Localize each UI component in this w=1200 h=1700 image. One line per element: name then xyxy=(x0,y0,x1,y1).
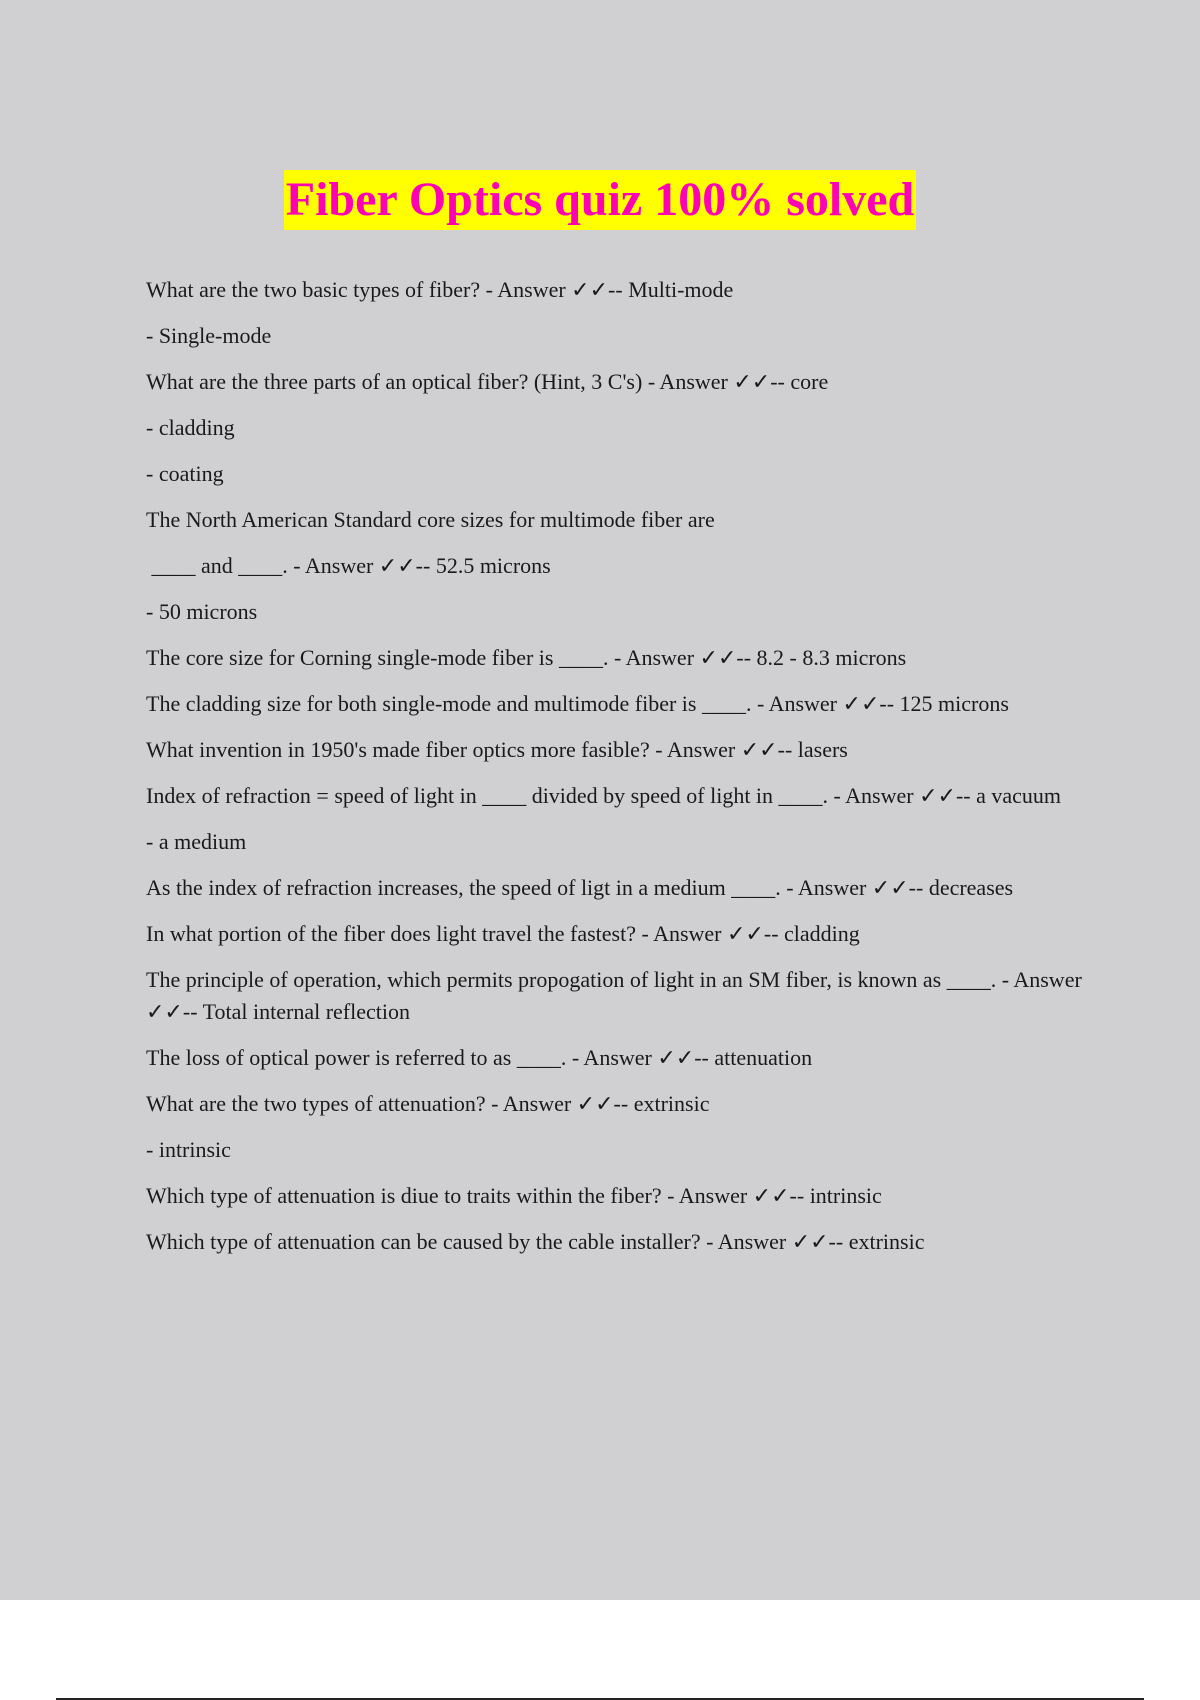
quiz-line: Which type of attenuation is diue to traits within the fiber? - Answer ✓✓-- intrinsic xyxy=(146,1183,882,1208)
quiz-line: As the index of refraction increases, the speed of ligt in a medium ____. - Answer ✓✓-- decreases xyxy=(146,875,1014,900)
title-wrapper xyxy=(0,170,1200,230)
quiz-line: - cladding xyxy=(146,415,235,440)
quiz-line: Index of refraction = speed of light in ____ divided by speed of light in ____. - Answer ✓✓-- a vacuum xyxy=(146,783,1062,808)
quiz-line: What are the two basic types of fiber? - Answer ✓✓-- Multi-mode xyxy=(146,277,734,302)
quiz-line: The core size for Corning single-mode fiber is ____. - Answer ✓✓-- 8.2 - 8.3 microns xyxy=(146,645,907,670)
quiz-line: The loss of optical power is referred to as ____. - Answer ✓✓-- attenuation xyxy=(146,1045,813,1070)
quiz-line: What invention in 1950's made fiber optics more fasible? - Answer ✓✓-- lasers xyxy=(146,737,848,762)
quiz-line: - Single-mode xyxy=(146,323,272,348)
quiz-line: The cladding size for both single-mode and multimode fiber is ____. - Answer ✓✓-- 125 microns xyxy=(146,691,1009,716)
quiz-line: In what portion of the fiber does light travel the fastest? - Answer ✓✓-- cladding xyxy=(146,921,860,946)
page-title: Fiber Optics quiz 100% solved xyxy=(284,170,916,230)
quiz-line: The principle of operation, which permits propogation of light in an SM fiber, is known as ____. - Answer ✓✓-- Total internal reflection xyxy=(146,967,1082,1024)
quiz-line: - coating xyxy=(146,461,224,486)
quiz-content xyxy=(146,274,1086,1272)
quiz-line: - 50 microns xyxy=(146,599,258,624)
quiz-line: ____ and ____. - Answer ✓✓-- 52.5 microns xyxy=(146,553,551,578)
quiz-line: The North American Standard core sizes for multimode fiber are xyxy=(146,507,715,532)
quiz-line: Which type of attenuation can be caused by the cable installer? - Answer ✓✓-- extrinsic xyxy=(146,1229,925,1254)
quiz-line: What are the two types of attenuation? - Answer ✓✓-- extrinsic xyxy=(146,1091,710,1116)
quiz-line: What are the three parts of an optical fiber? (Hint, 3 C's) - Answer ✓✓-- core xyxy=(146,369,829,394)
quiz-line: - a medium xyxy=(146,829,247,854)
quiz-line: - intrinsic xyxy=(146,1137,231,1162)
